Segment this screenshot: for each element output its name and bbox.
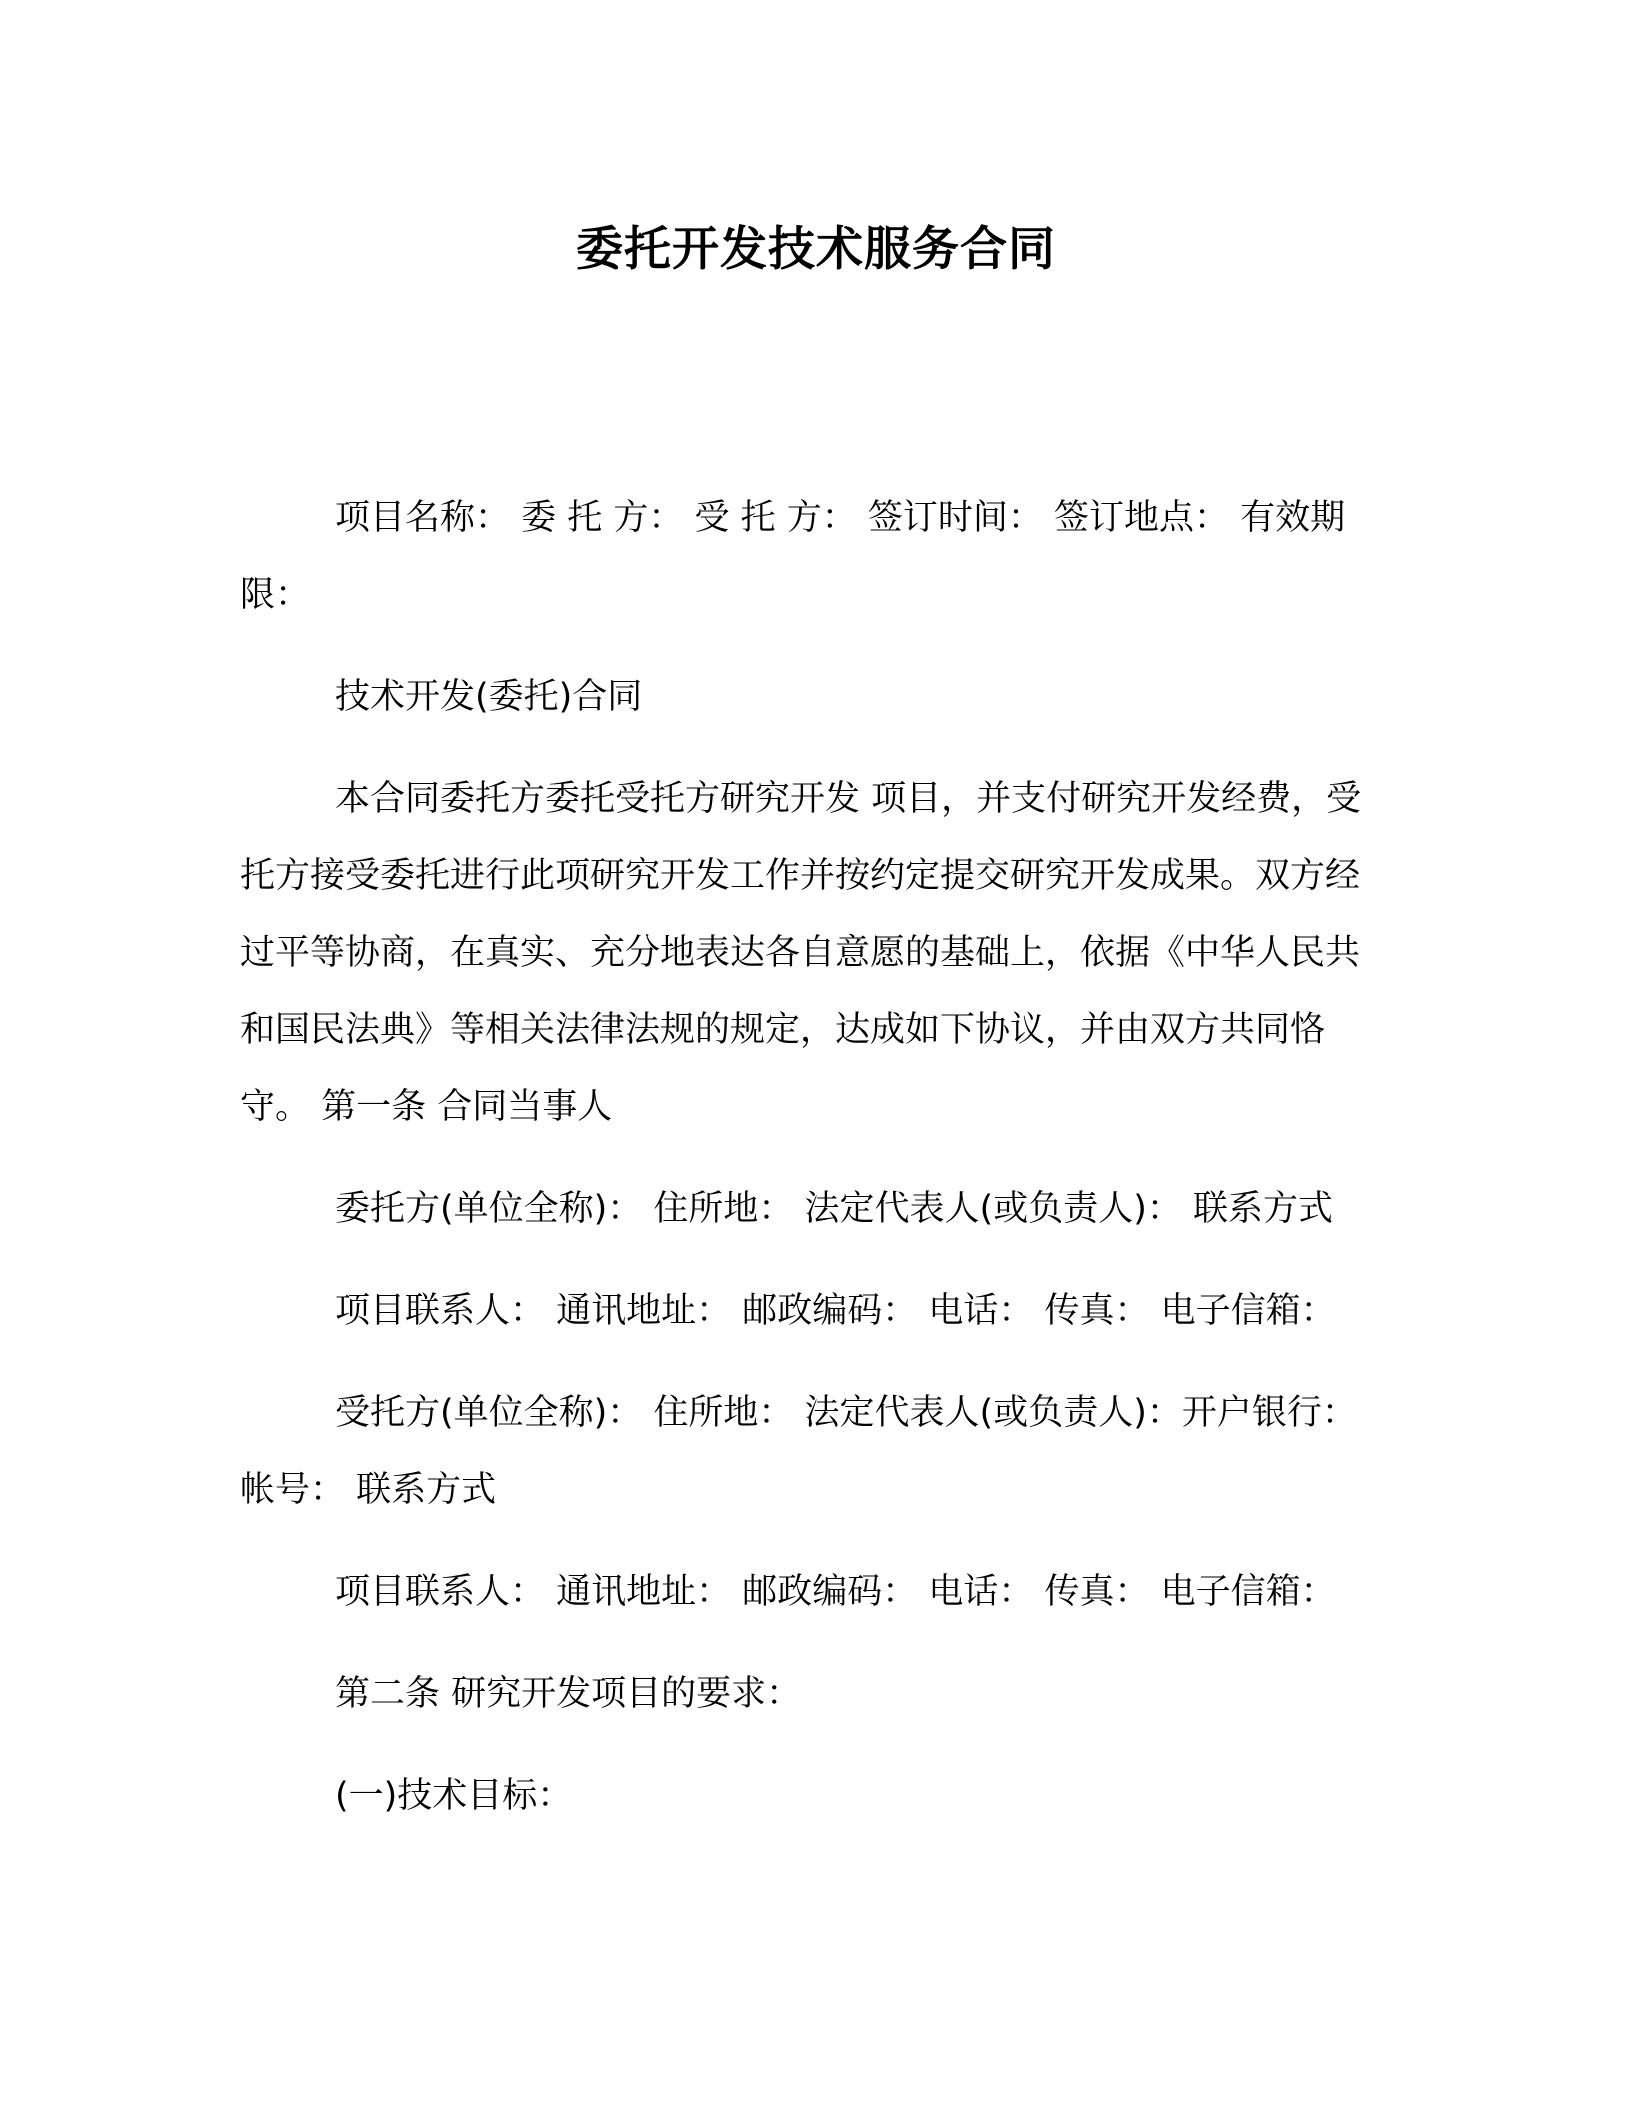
paragraph-technical-goal: (一)技术目标： (335, 1776, 573, 1816)
paragraph-article-two: 第二条 研究开发项目的要求： (335, 1674, 802, 1714)
paragraph-project-info: 项目名称： 委 托 方： 受 托 方： 签订时间： 签订地点： 有效期限： (240, 498, 1346, 615)
paragraph-contract-type: 技术开发(委托)合同 (335, 677, 643, 717)
paragraph-contractor-info: 受托方(单位全称)： 住所地： 法定代表人(或负责人)：开户银行：帐号： 联系方式 (240, 1393, 1357, 1510)
document-title: 委托开发技术服务合同 (576, 222, 1056, 277)
document-body (240, 480, 1390, 1860)
paragraph-contractor-contact: 项目联系人： 通讯地址： 邮政编码： 电话： 传真： 电子信箱： (335, 1572, 1336, 1612)
paragraph-client-info: 委托方(单位全称)： 住所地： 法定代表人(或负责人)： 联系方式 (335, 1189, 1333, 1229)
paragraph-client-contact: 项目联系人： 通讯地址： 邮政编码： 电话： 传真： 电子信箱： (335, 1291, 1336, 1331)
paragraph-preamble: 本合同委托方委托受托方研究开发 项目，并支付研究开发经费，受托方接受委托进行此项研究开发工作并按约定提交研究开发成果。双方经过平等协商，在真实、充分地表达各自意愿的基础上，依据《中华人民共和国民法典》等相关法律法规的规定，达成如下协议，并由双方共同恪守。 第一条 合同当事人 (240, 779, 1362, 1127)
